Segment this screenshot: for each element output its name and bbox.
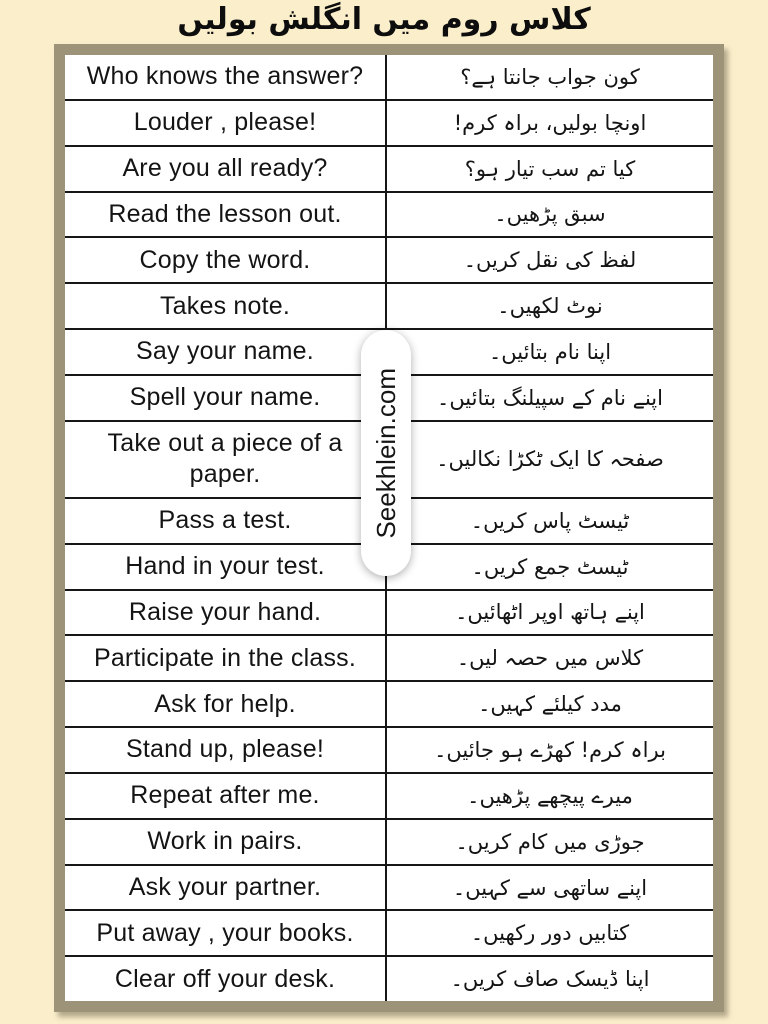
table-row <box>65 145 713 191</box>
urdu-translation-cell: براہ کرم! کھڑے ہو جائیں۔ <box>434 737 666 762</box>
english-phrase-cell: Read the lesson out. <box>65 193 387 237</box>
urdu-translation-cell: اپنا نام بتائیں۔ <box>488 339 612 364</box>
english-phrase-cell: Participate in the class. <box>65 636 387 680</box>
urdu-translation-cell: اپنے نام کے سپیلنگ بتائیں۔ <box>437 385 663 410</box>
urdu-translation-cell: صفحہ کا ایک ٹکڑا نکالیں۔ <box>436 447 664 472</box>
english-phrase-cell: Takes note. <box>65 284 387 328</box>
urdu-translation-cell: کلاس میں حصہ لیں۔ <box>456 646 644 671</box>
english-phrase-cell: Who knows the answer? <box>65 55 387 99</box>
urdu-translation-cell: نوٹ لکھیں۔ <box>497 294 603 319</box>
english-phrase-cell: Copy the word. <box>65 238 387 282</box>
english-phrase-cell: Put away , your books. <box>65 911 387 955</box>
table-row <box>65 282 713 328</box>
urdu-translation-cell: ٹیسٹ جمع کریں۔ <box>471 554 629 579</box>
table-row <box>65 680 713 726</box>
urdu-translation-cell: لفظ کی نقل کریں۔ <box>463 248 637 273</box>
english-phrase-cell: Are you all ready? <box>65 147 387 191</box>
urdu-translation-cell: میرے پیچھے پڑھیں۔ <box>467 783 633 808</box>
table-row <box>65 864 713 910</box>
urdu-translation-cell: سبق پڑھیں۔ <box>494 202 606 227</box>
urdu-translation-cell: مدد کیلئے کہیں۔ <box>478 692 622 717</box>
urdu-translation-cell: اونچا بولیں، براہ کرم! <box>453 110 647 135</box>
page-title: کلاس روم میں انگلش بولیں <box>177 2 591 37</box>
urdu-translation-cell: کون جواب جانتا ہے؟ <box>460 64 640 89</box>
table-row <box>65 818 713 864</box>
urdu-translation-cell: اپنے ساتھی سے کہیں۔ <box>452 875 648 900</box>
urdu-translation-cell: ٹیسٹ پاس کریں۔ <box>470 508 630 533</box>
english-phrase-cell: Say your name. <box>65 330 387 374</box>
watermark-pill <box>361 330 411 576</box>
table-row <box>65 589 713 635</box>
english-phrase-cell: Ask for help. <box>65 682 387 726</box>
english-phrase-cell: Raise your hand. <box>65 591 387 635</box>
english-phrase-cell: Take out a piece of a paper. <box>65 422 387 497</box>
table-row <box>65 634 713 680</box>
urdu-translation-cell: کتابیں دور رکھیں۔ <box>470 921 630 946</box>
table-row <box>65 99 713 145</box>
table-row <box>65 772 713 818</box>
english-phrase-cell: Clear off your desk. <box>65 957 387 1001</box>
table-row <box>65 726 713 772</box>
urdu-translation-cell: اپنا ڈیسک صاف کریں۔ <box>450 967 650 992</box>
table-row <box>65 236 713 282</box>
english-phrase-cell: Stand up, please! <box>65 728 387 772</box>
watermark-text: Seekhlein.com <box>370 367 401 539</box>
table-row <box>65 955 713 1001</box>
english-phrase-cell: Pass a test. <box>65 499 387 543</box>
english-phrase-cell: Louder , please! <box>65 101 387 145</box>
english-phrase-cell: Spell your name. <box>65 376 387 420</box>
english-phrase-cell: Repeat after me. <box>65 774 387 818</box>
english-phrase-cell: Work in pairs. <box>65 820 387 864</box>
table-row <box>65 191 713 237</box>
urdu-translation-cell: اپنے ہاتھ اوپر اٹھائیں۔ <box>455 600 645 625</box>
urdu-translation-cell: کیا تم سب تیار ہو؟ <box>464 156 636 181</box>
table-row <box>65 55 713 99</box>
table-row <box>65 909 713 955</box>
english-phrase-cell: Ask your partner. <box>65 866 387 910</box>
english-phrase-cell: Hand in your test. <box>65 545 387 589</box>
urdu-translation-cell: جوڑی میں کام کریں۔ <box>455 829 645 854</box>
